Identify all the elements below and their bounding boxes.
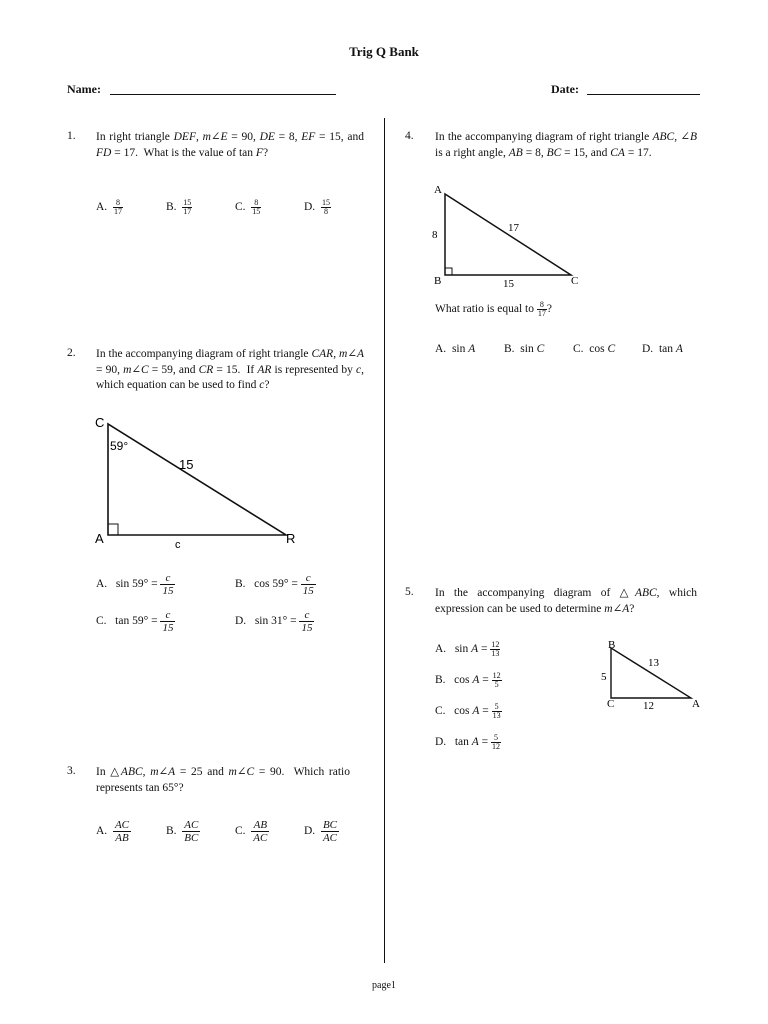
question-2-choice-c[interactable]: C. tan 59° = $\frac{c}{15}$: [96, 609, 174, 634]
question-1-number: 1.: [67, 130, 76, 142]
question-4-subquestion: What ratio is equal to $\frac{8}{17}$ ?: [435, 300, 552, 318]
question-5-choice-b[interactable]: B. cos A = $\frac{12}{5}$: [435, 671, 501, 689]
question-4-choice-a[interactable]: A. sin A: [435, 343, 476, 355]
triangle-abc-outline-q5: [611, 648, 691, 698]
page-title: Trig Q Bank: [349, 44, 419, 59]
question-5-choice-d[interactable]: D. tan A = $\frac{5}{12}$: [435, 733, 501, 751]
question-4-choice-d[interactable]: D. tan A: [642, 343, 683, 355]
date-label: Date:: [551, 82, 579, 96]
question-5-number: 5.: [405, 586, 414, 598]
side-c-label: c: [175, 539, 181, 551]
side-bc-label-q4: 15: [503, 278, 514, 290]
name-field-line[interactable]: [110, 94, 336, 95]
right-angle-marker-q4: [445, 268, 452, 275]
name-label: Name:: [67, 82, 101, 96]
question-1-text: In right triangle DEF, m∠E = 90, DE = 8, EF = 15, and FD = 17. What is the value of tan F?: [96, 131, 364, 159]
triangle-abc-diagram-q5: [595, 636, 710, 716]
question-1-choice-a[interactable]: A. $\frac{8}{17}$: [96, 198, 122, 216]
side-bc-label-q5: 5: [601, 671, 607, 683]
question-2-number: 2.: [67, 347, 76, 359]
question-1-choice-b[interactable]: B. $\frac{15}{17}$: [166, 198, 192, 216]
vertex-c-label-q4: C: [571, 275, 579, 287]
triangle-car-outline: [108, 424, 286, 535]
hypotenuse-15-label: 15: [179, 457, 194, 472]
question-4-number: 4.: [405, 130, 414, 142]
question-2-choice-b[interactable]: B. cos 59° = $\frac{c}{15}$: [235, 572, 314, 597]
vertex-b-label-q4: B: [434, 275, 442, 287]
side-ca-label-q5: 12: [643, 700, 654, 712]
question-3-choice-c[interactable]: C. $\frac{AB}{AC}$: [235, 819, 268, 844]
vertex-c-label-q5: C: [607, 698, 615, 710]
question-3-choice-d[interactable]: D. $\frac{BC}{AC}$: [304, 819, 337, 844]
question-2-text: In the accompanying diagram of right triangle CAR, m∠A = 90, m∠C = 59, and CR = 15. If AR is represented by c, which equation can be used to find c?: [96, 348, 364, 391]
question-2-choice-a[interactable]: A. sin 59° = $\frac{c}{15}$: [96, 572, 174, 597]
question-1-choice-d[interactable]: D. $\frac{15}{8}$: [304, 198, 330, 216]
right-angle-marker: [108, 524, 118, 535]
vertex-a-label-q4: A: [434, 184, 442, 196]
question-4-choice-b[interactable]: B. sin C: [504, 343, 545, 355]
vertex-b-label-q5: B: [608, 639, 616, 651]
triangle-abc-diagram-q4: [425, 180, 595, 290]
vertex-a-label: A: [95, 531, 104, 546]
page-number: page1: [372, 980, 396, 991]
angle-59-label: 59°: [110, 439, 129, 453]
triangle-car-diagram: [90, 412, 310, 552]
question-5-text: In the accompanying diagram of △ABC, which expression can be used to determine m∠A?: [435, 587, 697, 615]
vertex-c-label: C: [95, 415, 105, 430]
question-4-text: In the accompanying diagram of right triangle ABC, ∠B is a right angle, AB = 8, BC = 15, and CA = 17.: [435, 131, 697, 159]
question-3-text: In △ABC, m∠A = 25 and m∠C = 90. Which ratio represents tan 65°?: [96, 766, 350, 794]
side-ca-label-q4: 17: [508, 222, 519, 234]
question-5-choice-a[interactable]: A. sin A = $\frac{12}{13}$: [435, 640, 500, 658]
side-ab-label-q5: 13: [648, 657, 659, 669]
vertex-r-label: R: [286, 531, 296, 546]
question-2-choice-d[interactable]: D. sin 31° = $\frac{c}{15}$: [235, 609, 313, 634]
question-3-number: 3.: [67, 765, 76, 777]
date-field-line[interactable]: [587, 94, 700, 95]
question-5-choice-c[interactable]: C. cos A = $\frac{5}{13}$: [435, 702, 501, 720]
question-1-choice-c[interactable]: C. $\frac{8}{15}$: [235, 198, 261, 216]
triangle-abc-outline-q4: [445, 194, 571, 275]
question-4-choice-c[interactable]: C. cos C: [573, 343, 616, 355]
column-divider: [384, 118, 385, 963]
side-ab-label-q4: 8: [432, 229, 438, 241]
question-3-choice-a[interactable]: A. $\frac{AC}{AB}$: [96, 819, 129, 844]
vertex-a-label-q5: A: [692, 698, 700, 710]
question-3-choice-b[interactable]: B. $\frac{AC}{BC}$: [166, 819, 199, 844]
